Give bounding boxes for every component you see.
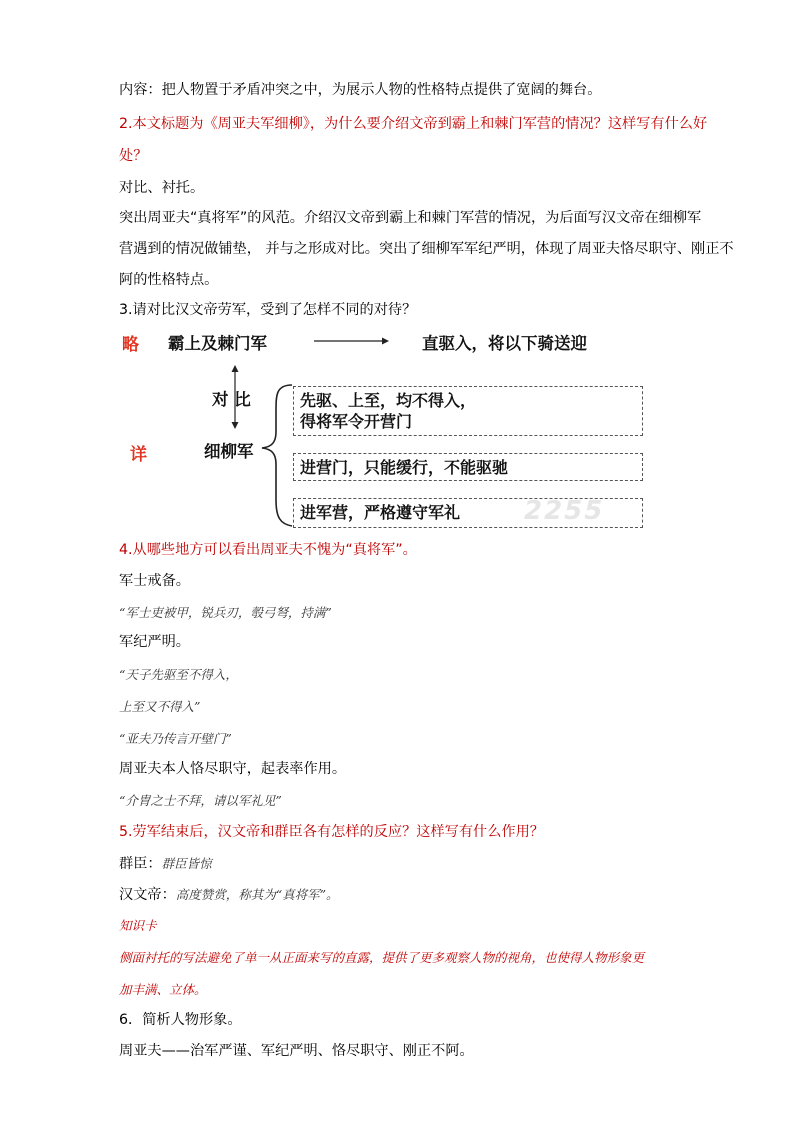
answer-2-line2: 营遇到的情况做铺垫， 并与之形成对比。突出了细柳军军纪严明，体现了周亚夫恪尽职守、刚正不 — [119, 241, 734, 257]
box-not-allowed-in: 先驱、上至，均不得入， 得将军令开营门 — [293, 386, 643, 436]
question-5: 5.劳军结束后，汉文帝和群臣各有怎样的反应？这样写有什么作用？ — [119, 824, 544, 840]
knowledge-card-line1: 侧面衬托的写法避免了单一从正面来写的直露，提供了更多观察人物的视角，也使得人物形象更 — [119, 950, 645, 965]
answer-4-item1: 军士戒备。 — [119, 573, 190, 589]
answer-4-quote4: “介胄之士不拜，请以军礼见” — [119, 793, 282, 808]
answer-4-item2: 军纪严明。 — [119, 634, 190, 650]
answer-4-quote2b: 上至又不得入” — [119, 699, 201, 714]
watermark: 2255 — [524, 496, 605, 526]
box-slow-walk: 进营门，只能缓行，不能驱驰 — [293, 453, 643, 481]
label-xiliu: 细柳军 — [204, 442, 254, 461]
answer-6: 周亚夫——治军严谨、军纪严明、恪尽职守、刚正不阿。 — [119, 1043, 474, 1059]
label-lue: 略 — [122, 335, 139, 355]
question-3: 3.请对比汉文帝劳军，受到了怎样不同的对待？ — [119, 302, 417, 318]
answer-4-quote1: “军士吏被甲，锐兵刃，彀弓弩，持满” — [119, 605, 332, 620]
question-6: 6．简析人物形象。 — [119, 1012, 242, 1028]
answer-4-item3: 周亚夫本人恪尽职守，起表率作用。 — [119, 761, 347, 777]
label-duibi: 对 比 — [212, 390, 251, 409]
question-2-line2: 处？ — [119, 148, 148, 164]
knowledge-card-line2: 加丰满、立体。 — [119, 982, 207, 997]
label-bashang-jimen: 霸上及棘门军 — [168, 334, 267, 353]
label-xiang: 详 — [130, 445, 147, 465]
answer-2-line1: 突出周亚夫“真将军”的风范。介绍汉文帝到霸上和棘门军营的情况，为后面写汉文帝在细柳军 — [119, 210, 702, 226]
question-2-line1: 2.本文标题为《周亚夫军细柳》，为什么要介绍文帝到霸上和棘门军营的情况？这样写有什么好 — [119, 116, 708, 132]
answer-5-officials: 群臣：群臣皆惊 — [119, 856, 212, 872]
answer-4-quote3: “亚夫乃传言开壁门” — [119, 731, 232, 746]
answer-2-line3: 阿的性格特点。 — [119, 272, 219, 288]
answer-2-short: 对比、衬托。 — [119, 180, 205, 196]
question-4: 4.从哪些地方可以看出周亚夫不愧为“真将军”。 — [119, 542, 417, 558]
comparison-diagram — [112, 322, 652, 534]
knowledge-card-title: 知识卡 — [119, 918, 157, 933]
box-military-etiquette: 进军营，严格遵守军礼 — [293, 498, 643, 528]
label-direct-entry: 直驱入，将以下骑送迎 — [422, 334, 587, 353]
content-paragraph: 内容：把人物置于矛盾冲突之中，为展示人物的性格特点提供了宽阔的舞台。 — [119, 82, 602, 98]
answer-4-quote2a: “天子先驱至不得入， — [119, 667, 238, 682]
answer-5-emperor: 汉文帝：高度赞赏，称其为“真将军”。 — [119, 887, 339, 903]
